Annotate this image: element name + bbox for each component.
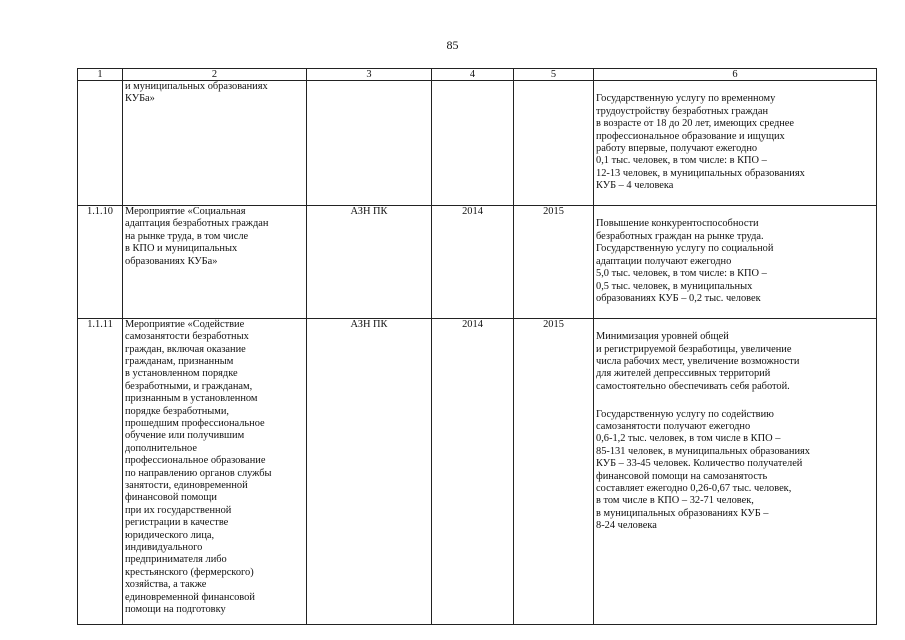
table-row-1-1-10 xyxy=(78,206,877,319)
result-paragraph: Государственную услугу по временному трудоустройству безработных граждан в возрасте от 18 до 20 лет, имеющих среднее профессиональное образование и ищущих работу впервые, получают ежегодно 0,1 тыс. человек, в том числе: в КПО – 12-13 человек, в муниципальных образованиях КУБ – 4 человека xyxy=(596,93,805,192)
table-row-continuation xyxy=(78,81,877,206)
program-measures-table xyxy=(77,68,877,625)
page-number: 85 xyxy=(446,38,459,52)
header-col-3: 3 xyxy=(307,69,432,81)
cell-expected-result xyxy=(594,318,877,624)
cell-start-year: 2014 xyxy=(432,206,514,319)
cell-end-year: 2015 xyxy=(514,206,594,319)
header-col-6: 6 xyxy=(594,69,877,81)
header-col-4: 4 xyxy=(432,69,514,81)
cell-executor: АЗН ПК xyxy=(307,206,432,319)
cell-measure-name: Мероприятие «Социальная адаптация безработных граждан на рынке труда, в том числе в КПО и муниципальных образованиях КУБа» xyxy=(123,206,307,319)
cell-measure-name: и муниципальных образованиях КУБа» xyxy=(123,81,307,206)
cell-number xyxy=(78,81,123,206)
result-paragraph: Повышение конкурентоспособности безработных граждан на рынке труда. Государственную услугу по социальной адаптации получают ежегодно 5,0 тыс. человек, в том числе: в КПО – 0,5 тыс. человек, в муниципальных образованиях КУБ – 0,2 тыс. человек xyxy=(596,218,774,304)
cell-executor: АЗН ПК xyxy=(307,318,432,624)
cell-expected-result xyxy=(594,206,877,319)
header-col-5: 5 xyxy=(514,69,594,81)
cell-start-year xyxy=(432,81,514,206)
cell-end-year: 2015 xyxy=(514,318,594,624)
cell-end-year xyxy=(514,81,594,206)
cell-executor xyxy=(307,81,432,206)
cell-number: 1.1.10 xyxy=(78,206,123,319)
cell-start-year: 2014 xyxy=(432,318,514,624)
cell-number: 1.1.11 xyxy=(78,318,123,624)
result-paragraph: Минимизация уровней общей и регистрируемой безработицы, увеличение числа рабочих мест, увеличение возможности для жителей депрессивных территорий самостоятельно обеспечивать себя работой. xyxy=(596,331,800,392)
cell-measure-name: Мероприятие «Содействие самозанятости безработных граждан, включая оказание гражданам, признанным в установленном порядке безработными, и гражданам, признанным в установленном порядке безработными, прошедшим профессиональное обучение или получившим дополнительное профессиональное образование по направлению органов службы занятости, единовременной финансовой помощи при их государственной регистрации в качестве юридического лица, индивидуального предпринимателя либо крестьянского (фермерского) хозяйства, а также единовременной финансовой помощи на подготовку xyxy=(123,318,307,624)
table-row-1-1-11 xyxy=(78,318,877,624)
header-col-1: 1 xyxy=(78,69,123,81)
result-paragraph: Государственную услугу по содействию самозанятости получают ежегодно 0,6-1,2 тыс. человек, в том числе в КПО – 85-131 человек, в муниципальных образованиях КУБ – 33-45 человек. Количество получателей финансовой помощи на самозанятость составляет ежегодно 0,26-0,67 тыс. человек, в том числе в КПО – 32-71 человек, в муниципальных образованиях КУБ – 8-24 человека xyxy=(596,408,810,532)
table-header-row xyxy=(78,69,877,81)
cell-expected-result xyxy=(594,81,877,206)
header-col-2: 2 xyxy=(123,69,307,81)
